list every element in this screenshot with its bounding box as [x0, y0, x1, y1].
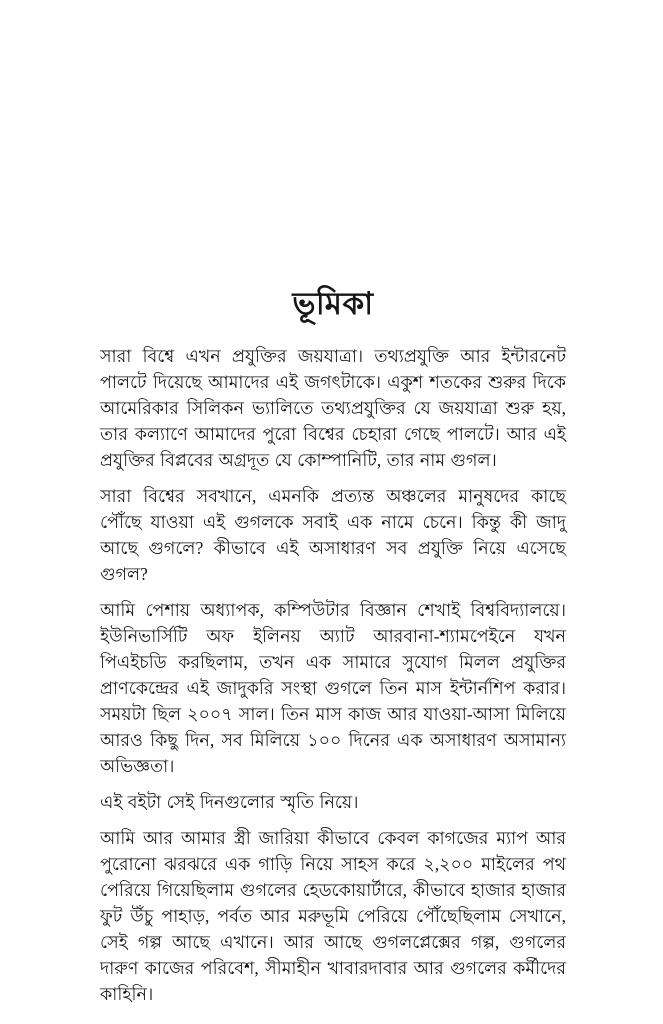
- paragraph-2: সারা বিশ্বের সবখানে, এমনকি প্রত্যন্ত অঞ্চলের মানুষদের কাছে পৌঁছে যাওয়া এই গুগলকে সবাই এক নামে চেনে। কিন্তু কী জাদু আছে গুগলে? কীভাবে এই অসাধারণ সব প্রযুক্তি নিয়ে এসেছে গুগল?: [100, 486, 566, 584]
- paragraph-3: আমি পেশায় অধ্যাপক, কম্পিউটার বিজ্ঞান শেখাই বিশ্ববিদ্যালয়ে। ইউনিভার্সিটি অফ ইলিনয় অ্যাট আরবানা-শ্যামপেইনে যখন পিএইচডি করছিলাম, তখন এক সামারে সুযোগ মিলল প্রযুক্তির প্রাণকেন্দ্রের এই জাদুকরি সংস্থা গুগলে তিন মাস ইন্টার্নশিপ করার। সময়টা ছিল ২০০৭ সাল। তিন মাস কাজ আর যাওয়া-আসা মিলিয়ে আরও কিছু দিন, সব মিলিয়ে ১০০ দিনের এক অসাধারণ অসামান্য অভিজ্ঞতা।: [100, 600, 566, 776]
- chapter-heading: ভূমিকা: [292, 286, 374, 321]
- paragraph-1: সারা বিশ্বে এখন প্রযুক্তির জয়যাত্রা। তথ্যপ্রযুক্তি আর ইন্টারনেট পালটে দিয়েছে আমাদের এই জগৎটাকে। একুশ শতকের শুরুর দিকে আমেরিকার সিলিকন ভ্যালিতে তথ্যপ্রযুক্তির যে জয়যাত্রা শুরু হয়, তার কল্যাণে আমাদের পুরো বিশ্বের চেহারা গেছে পালটে। আর এই প্রযুক্তির বিপ্লবের অগ্রদূত যে কোম্পানিটি, তার নাম গুগল।: [100, 346, 566, 470]
- paragraph-4: এই বইটা সেই দিনগুলোর স্মৃতি নিয়ে।: [100, 792, 359, 812]
- paragraph-5: আমি আর আমার স্ত্রী জারিয়া কীভাবে কেবল কাগজের ম্যাপ আর পুরোনো ঝরঝরে এক গাড়ি নিয়ে সাহস করে ২,২০০ মাইলের পথ পেরিয়ে গিয়েছিলাম গুগলের হেডকোয়ার্টারে, কীভাবে হাজার হাজার ফুট উঁচু পাহাড়, পর্বত আর মরুভূমি পেরিয়ে পৌঁছেছিলাম সেখানে, সেই গল্প আছে এখানে। আর আছে গুগলপ্লেক্সের গল্প, গুগলের দারুণ কাজের পরিবেশ, সীমাহীন খাবারদাবার আর গুগলের কর্মীদের কাহিনি।: [100, 828, 566, 1004]
